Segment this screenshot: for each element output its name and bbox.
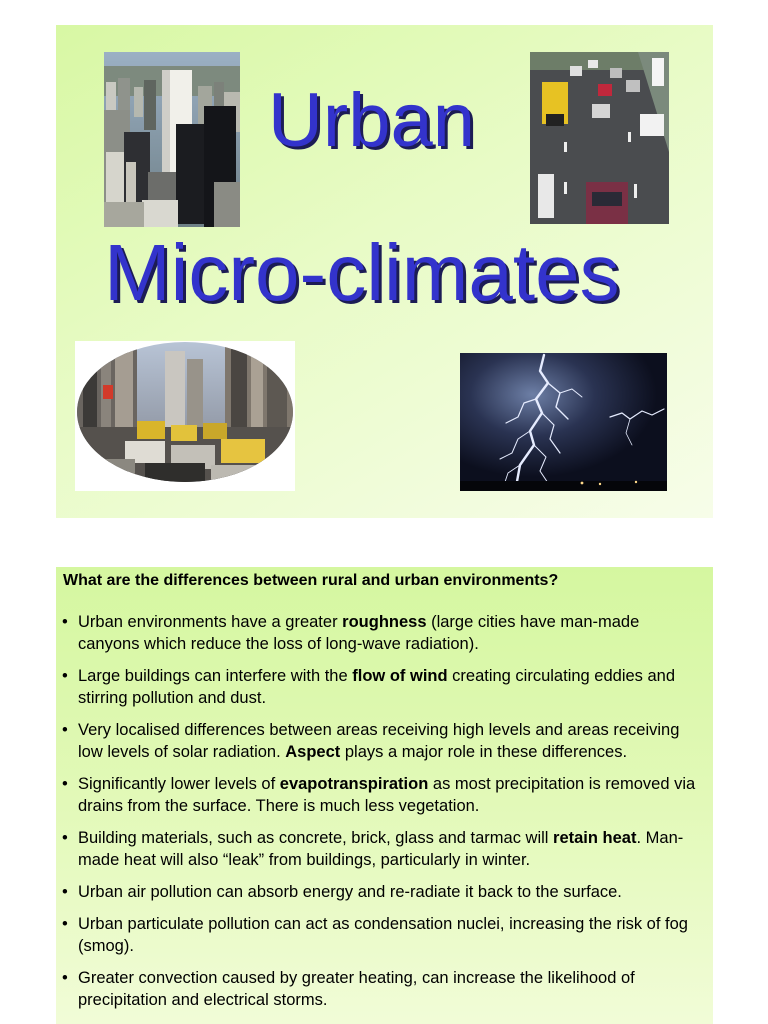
list-item: • Greater convection caused by greater heating, can increase the likelihood of precipitation and electrical storms. (58, 967, 713, 1011)
lightning-storm-photo (460, 353, 667, 491)
city-skyline-photo (104, 52, 240, 227)
differences-list (56, 611, 713, 1021)
title-urban: Urban (268, 78, 475, 163)
list-item: • Large buildings can interfere with the flow of wind creating circulating eddies and stirring pollution and dust. (58, 665, 713, 709)
title-slide (56, 25, 713, 518)
list-item: • Significantly lower levels of evapotranspiration as most precipitation is removed via drains from the surface. There is much less vegetation. (58, 773, 713, 817)
list-item: • Urban particulate pollution can act as condensation nuclei, increasing the risk of fog (smog). (58, 913, 713, 957)
question-heading: What are the differences between rural and urban environments? (63, 572, 559, 589)
list-item: • Urban environments have a greater roughness (large cities have man-made canyons which reduce the loss of long-wave radiation). (58, 611, 713, 655)
highway-traffic-photo (530, 52, 669, 224)
title-micro-climates: Micro-climates (104, 228, 620, 317)
list-item: • Urban air pollution can absorb energy and re-radiate it back to the surface. (58, 881, 713, 903)
city-street-traffic-photo (75, 341, 295, 491)
content-slide (56, 567, 713, 1024)
list-item: • Very localised differences between areas receiving high levels and areas receiving low levels of solar radiation. Aspect plays a major role in these differences. (58, 719, 713, 763)
list-item: • Building materials, such as concrete, brick, glass and tarmac will retain heat. Man-made heat will also “leak” from buildings, particularly in winter. (58, 827, 713, 871)
